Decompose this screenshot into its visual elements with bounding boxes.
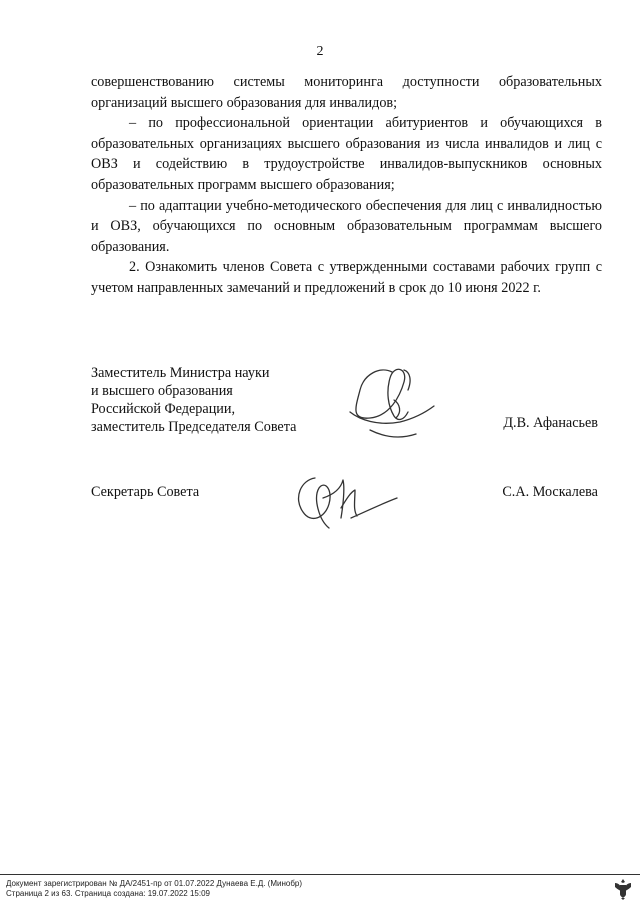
- signatory-1-title-line: Заместитель Министра науки: [91, 365, 270, 381]
- document-body: [91, 72, 602, 299]
- signatory-1-title: [91, 364, 296, 436]
- coat-of-arms-icon: [612, 877, 634, 901]
- signatory-2-name: С.А. Москалева: [502, 484, 598, 500]
- signatory-1-title-line: Российской Федерации,: [91, 401, 236, 417]
- signatory-1-name: Д.В. Афанасьев: [503, 415, 598, 431]
- signatory-1-title-line: и высшего образования: [91, 383, 233, 399]
- paragraph-continuation: совершенствованию системы мониторинга доступности образовательных организаций высшего образования для инвалидов;: [91, 74, 602, 111]
- registration-footer: [6, 879, 302, 898]
- footer-registration-line: Документ зарегистрирован № ДА/2451-пр от 01.07.2022 Дунаева Е.Д. (Минобр): [6, 879, 303, 888]
- page-number: 2: [316, 44, 324, 59]
- signatory-2-title: Секретарь Совета: [91, 484, 200, 500]
- signatory-1-title-line: заместитель Председателя Совета: [91, 419, 297, 435]
- signature-2-image: [285, 468, 405, 538]
- signature-1-image: [330, 360, 440, 450]
- footer-divider: [0, 874, 640, 875]
- paragraph-methodology: – по адаптации учебно-методического обеспечения для лиц с инвалидностью и ОВЗ, обучающихся по основным образовательным программам высшего образования.: [91, 197, 602, 255]
- paragraph-item-2: 2. Ознакомить членов Совета с утвержденными составами рабочих групп с учетом направленных замечаний и предложений в срок до 10 июня 2022 г.: [91, 259, 602, 296]
- footer-page-line: Страница 2 из 63. Страница создана: 19.07.2022 15:09: [6, 888, 210, 898]
- paragraph-career-guidance: – по профессиональной ориентации абитуриентов и обучающихся в образовательных организациях высшего образования из числа инвалидов и лиц с ОВЗ и содействию в трудоустройстве инвалидов-выпускников основных образовательных программ высшего образования;: [91, 115, 602, 193]
